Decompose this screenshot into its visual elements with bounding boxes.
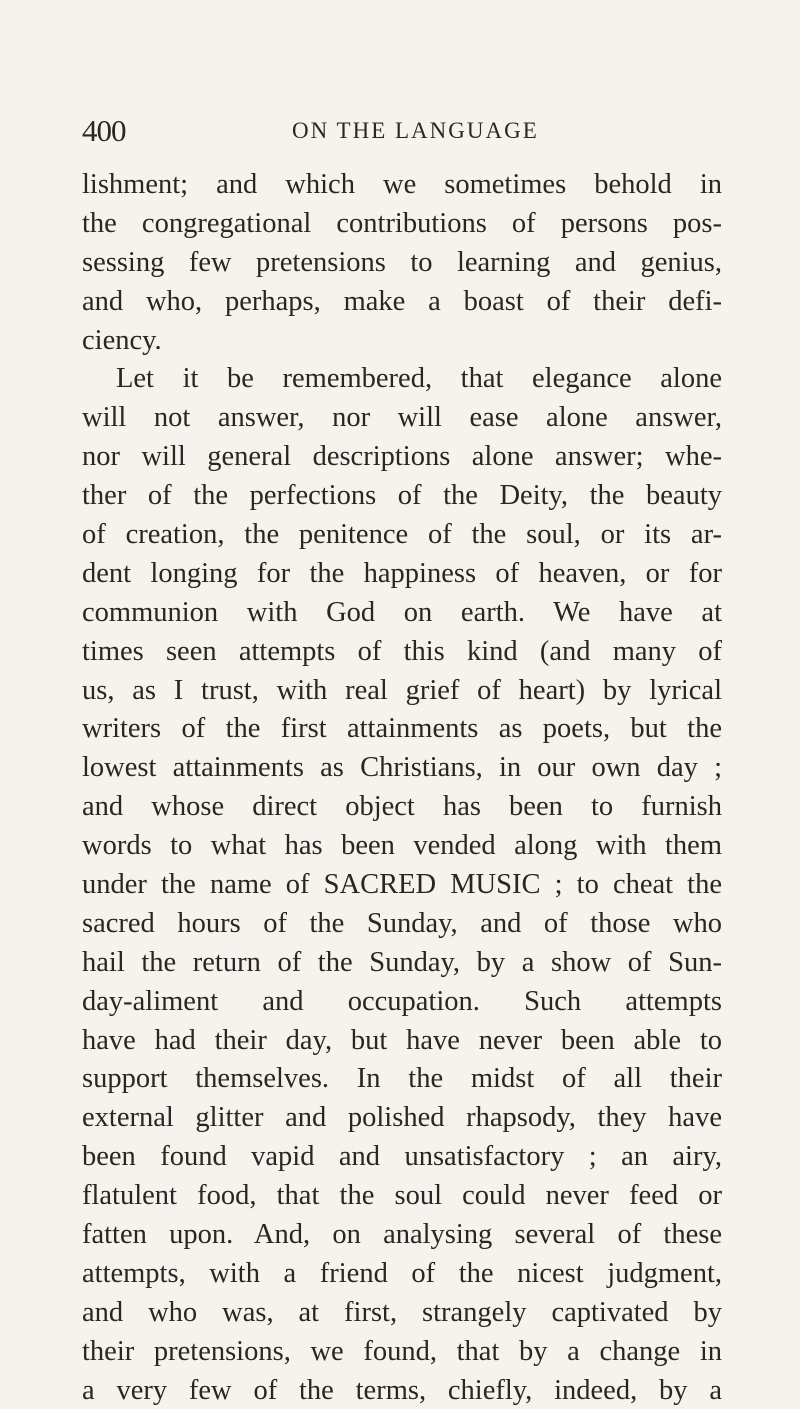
text-line: and who, perhaps, make a boast of their defi- xyxy=(82,285,722,317)
text-line: dent longing for the happiness of heaven, or for xyxy=(82,557,722,589)
text-line: communion with God on earth. We have at xyxy=(82,596,722,628)
text-line: nor will general descriptions alone answer; whe- xyxy=(82,441,722,473)
page-number: 400 xyxy=(82,113,126,148)
text-line: us, as I trust, with real grief of heart) by lyrical xyxy=(82,674,722,706)
text-line: fatten upon. And, on analysing several of these xyxy=(82,1219,722,1251)
text-line: support themselves. In the midst of all their xyxy=(82,1063,722,1095)
text-line: external glitter and polished rhapsody, they have xyxy=(82,1102,722,1134)
body-text xyxy=(82,166,722,1409)
text-line: the congregational contributions of persons pos- xyxy=(82,207,722,239)
text-line: words to what has been vended along with them xyxy=(82,830,722,862)
text-line: sacred hours of the Sunday, and of those who xyxy=(82,907,722,939)
text-line: attempts, with a friend of the nicest judgment, xyxy=(82,1257,722,1289)
text-line: and whose direct object has been to furnish xyxy=(82,791,722,823)
text-line: will not answer, nor will ease alone answer, xyxy=(82,402,722,434)
text-line: Let it be remembered, that elegance alone xyxy=(116,363,722,395)
text-line: have had their day, but have never been able to xyxy=(82,1024,722,1056)
running-head-title: ON THE LANGUAGE xyxy=(292,118,539,143)
text-line: times seen attempts of this kind (and many of xyxy=(82,635,722,667)
text-line: ther of the perfections of the Deity, the beauty xyxy=(82,480,722,512)
text-line: a very few of the terms, chiefly, indeed, by a xyxy=(82,1374,722,1406)
text-line: and who was, at first, strangely captivated by xyxy=(82,1296,722,1328)
text-line: their pretensions, we found, that by a change in xyxy=(82,1335,722,1367)
text-line: sessing few pretensions to learning and genius, xyxy=(82,246,722,278)
text-line: of creation, the penitence of the soul, or its ar- xyxy=(82,519,722,551)
text-line: ciency. xyxy=(82,324,162,356)
text-line: flatulent food, that the soul could never feed or xyxy=(82,1180,722,1212)
text-line: lowest attainments as Christians, in our own day ; xyxy=(82,752,722,784)
text-line: under the name of SACRED MUSIC ; to cheat the xyxy=(82,869,722,901)
text-line: writers of the first attainments as poets, but the xyxy=(82,713,722,745)
running-head xyxy=(82,113,722,153)
text-line: hail the return of the Sunday, by a show of Sun- xyxy=(82,946,722,978)
text-line: been found vapid and unsatisfactory ; an airy, xyxy=(82,1141,722,1173)
text-line: lishment; and which we sometimes behold in xyxy=(82,169,722,200)
text-line: day-aliment and occupation. Such attempts xyxy=(82,985,722,1017)
